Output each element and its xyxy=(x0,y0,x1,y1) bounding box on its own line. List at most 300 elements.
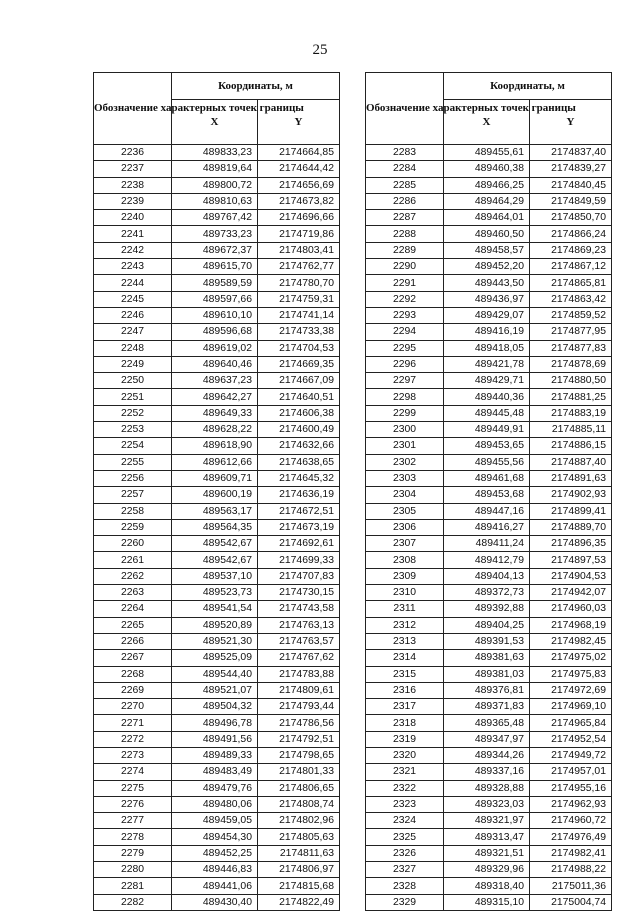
y-cell: 2174783,88 xyxy=(258,666,340,682)
y-cell: 2174640,51 xyxy=(258,389,340,405)
table-row xyxy=(94,177,340,193)
point-id-cell: 2320 xyxy=(366,747,444,763)
table-row xyxy=(366,633,612,649)
table-row xyxy=(366,780,612,796)
point-id-cell: 2285 xyxy=(366,177,444,193)
point-id-cell: 2238 xyxy=(94,177,172,193)
table-row xyxy=(94,699,340,715)
table-row xyxy=(94,291,340,307)
header-x: X xyxy=(444,100,530,145)
table-row xyxy=(366,226,612,242)
header-y: Y xyxy=(530,100,612,145)
table-row xyxy=(94,845,340,861)
y-cell: 2174638,65 xyxy=(258,454,340,470)
x-cell: 489381,63 xyxy=(444,650,530,666)
table-row xyxy=(366,470,612,486)
point-id-cell: 2272 xyxy=(94,731,172,747)
x-cell: 489489,33 xyxy=(172,747,258,763)
point-id-cell: 2293 xyxy=(366,307,444,323)
x-cell: 489564,35 xyxy=(172,519,258,535)
table-row xyxy=(366,747,612,763)
point-id-cell: 2275 xyxy=(94,780,172,796)
point-id-cell: 2304 xyxy=(366,487,444,503)
table-row xyxy=(366,422,612,438)
y-cell: 2174673,19 xyxy=(258,519,340,535)
table-row xyxy=(366,487,612,503)
table-row xyxy=(366,845,612,861)
y-cell: 2174759,31 xyxy=(258,291,340,307)
y-cell: 2174975,02 xyxy=(530,650,612,666)
y-cell: 2174704,53 xyxy=(258,340,340,356)
table-row xyxy=(94,373,340,389)
table-row xyxy=(366,878,612,894)
x-cell: 489313,47 xyxy=(444,829,530,845)
x-cell: 489455,56 xyxy=(444,454,530,470)
y-cell: 2174866,24 xyxy=(530,226,612,242)
table-row xyxy=(366,405,612,421)
table-row xyxy=(94,601,340,617)
x-cell: 489372,73 xyxy=(444,585,530,601)
x-cell: 489452,25 xyxy=(172,845,258,861)
table-row xyxy=(94,161,340,177)
point-id-cell: 2237 xyxy=(94,161,172,177)
x-cell: 489610,10 xyxy=(172,307,258,323)
y-cell: 2174839,27 xyxy=(530,161,612,177)
y-cell: 2174806,97 xyxy=(258,862,340,878)
table-row xyxy=(366,454,612,470)
table-row xyxy=(94,307,340,323)
x-cell: 489597,66 xyxy=(172,291,258,307)
x-cell: 489480,06 xyxy=(172,796,258,812)
table-row xyxy=(94,536,340,552)
y-cell: 2174982,45 xyxy=(530,633,612,649)
x-cell: 489628,22 xyxy=(172,422,258,438)
y-cell: 2174896,35 xyxy=(530,536,612,552)
x-cell: 489464,01 xyxy=(444,210,530,226)
point-id-cell: 2271 xyxy=(94,715,172,731)
table-row xyxy=(94,356,340,372)
table-row xyxy=(366,340,612,356)
y-cell: 2174942,07 xyxy=(530,585,612,601)
y-cell: 2174865,81 xyxy=(530,275,612,291)
x-cell: 489392,88 xyxy=(444,601,530,617)
y-cell: 2174878,69 xyxy=(530,356,612,372)
point-id-cell: 2289 xyxy=(366,242,444,258)
y-cell: 2174767,62 xyxy=(258,650,340,666)
x-cell: 489819,64 xyxy=(172,161,258,177)
point-id-cell: 2295 xyxy=(366,340,444,356)
point-id-cell: 2276 xyxy=(94,796,172,812)
point-id-cell: 2290 xyxy=(366,259,444,275)
y-cell: 2174699,33 xyxy=(258,552,340,568)
x-cell: 489520,89 xyxy=(172,617,258,633)
x-cell: 489542,67 xyxy=(172,552,258,568)
x-cell: 489483,49 xyxy=(172,764,258,780)
y-cell: 2174982,41 xyxy=(530,845,612,861)
table-row xyxy=(94,454,340,470)
table-row xyxy=(366,275,612,291)
table-row xyxy=(94,747,340,763)
table-row xyxy=(366,796,612,812)
x-cell: 489365,48 xyxy=(444,715,530,731)
y-cell: 2174850,70 xyxy=(530,210,612,226)
table-body-right xyxy=(366,145,612,911)
x-cell: 489329,96 xyxy=(444,862,530,878)
y-cell: 2174962,93 xyxy=(530,796,612,812)
point-id-cell: 2274 xyxy=(94,764,172,780)
x-cell: 489542,67 xyxy=(172,536,258,552)
point-id-cell: 2268 xyxy=(94,666,172,682)
point-id-cell: 2252 xyxy=(94,405,172,421)
table-row xyxy=(94,487,340,503)
point-id-cell: 2254 xyxy=(94,438,172,454)
x-cell: 489416,27 xyxy=(444,519,530,535)
x-cell: 489642,27 xyxy=(172,389,258,405)
x-cell: 489563,17 xyxy=(172,503,258,519)
y-cell: 2174669,35 xyxy=(258,356,340,372)
point-id-cell: 2267 xyxy=(94,650,172,666)
y-cell: 2174949,72 xyxy=(530,747,612,763)
point-id-cell: 2311 xyxy=(366,601,444,617)
y-cell: 2174883,19 xyxy=(530,405,612,421)
x-cell: 489412,79 xyxy=(444,552,530,568)
y-cell: 2174644,42 xyxy=(258,161,340,177)
table-row xyxy=(94,617,340,633)
point-id-cell: 2323 xyxy=(366,796,444,812)
table-body-left xyxy=(94,145,340,911)
y-cell: 2174891,63 xyxy=(530,470,612,486)
table-row xyxy=(94,878,340,894)
y-cell: 2174972,69 xyxy=(530,682,612,698)
table-row xyxy=(94,829,340,845)
y-cell: 2174780,70 xyxy=(258,275,340,291)
table-row xyxy=(366,585,612,601)
x-cell: 489609,71 xyxy=(172,470,258,486)
x-cell: 489371,83 xyxy=(444,699,530,715)
point-id-cell: 2264 xyxy=(94,601,172,617)
point-id-cell: 2312 xyxy=(366,617,444,633)
x-cell: 489404,25 xyxy=(444,617,530,633)
x-cell: 489411,24 xyxy=(444,536,530,552)
x-cell: 489541,54 xyxy=(172,601,258,617)
x-cell: 489381,03 xyxy=(444,666,530,682)
y-cell: 2174707,83 xyxy=(258,568,340,584)
table-row xyxy=(366,193,612,209)
y-cell: 2174859,52 xyxy=(530,307,612,323)
y-cell: 2174805,63 xyxy=(258,829,340,845)
y-cell: 2174902,93 xyxy=(530,487,612,503)
point-id-cell: 2308 xyxy=(366,552,444,568)
table-row xyxy=(366,161,612,177)
x-cell: 489618,90 xyxy=(172,438,258,454)
point-id-cell: 2305 xyxy=(366,503,444,519)
point-id-cell: 2291 xyxy=(366,275,444,291)
table-row xyxy=(94,519,340,535)
y-cell: 2174889,70 xyxy=(530,519,612,535)
x-cell: 489464,29 xyxy=(444,193,530,209)
coordinates-table-right xyxy=(365,72,612,911)
x-cell: 489443,50 xyxy=(444,275,530,291)
header-point-name: Обозначение характерных точек границы xyxy=(94,73,172,145)
table-row xyxy=(94,764,340,780)
y-cell: 2174960,72 xyxy=(530,813,612,829)
table-row xyxy=(366,259,612,275)
point-id-cell: 2262 xyxy=(94,568,172,584)
point-id-cell: 2307 xyxy=(366,536,444,552)
table-row xyxy=(94,633,340,649)
point-id-cell: 2326 xyxy=(366,845,444,861)
x-cell: 489404,13 xyxy=(444,568,530,584)
x-cell: 489504,32 xyxy=(172,699,258,715)
point-id-cell: 2296 xyxy=(366,356,444,372)
y-cell: 2174952,54 xyxy=(530,731,612,747)
point-id-cell: 2286 xyxy=(366,193,444,209)
table-row xyxy=(94,862,340,878)
y-cell: 2175011,36 xyxy=(530,878,612,894)
point-id-cell: 2297 xyxy=(366,373,444,389)
y-cell: 2174763,57 xyxy=(258,633,340,649)
table-row xyxy=(94,226,340,242)
table-row xyxy=(366,242,612,258)
y-cell: 2174762,77 xyxy=(258,259,340,275)
point-id-cell: 2319 xyxy=(366,731,444,747)
point-id-cell: 2324 xyxy=(366,813,444,829)
x-cell: 489600,19 xyxy=(172,487,258,503)
y-cell: 2174802,96 xyxy=(258,813,340,829)
table-row xyxy=(366,894,612,910)
y-cell: 2174969,10 xyxy=(530,699,612,715)
table-row xyxy=(94,422,340,438)
point-id-cell: 2299 xyxy=(366,405,444,421)
table-row xyxy=(94,666,340,682)
y-cell: 2174632,66 xyxy=(258,438,340,454)
x-cell: 489449,91 xyxy=(444,422,530,438)
y-cell: 2174806,65 xyxy=(258,780,340,796)
x-cell: 489733,23 xyxy=(172,226,258,242)
x-cell: 489460,38 xyxy=(444,161,530,177)
table-row xyxy=(366,715,612,731)
table-row xyxy=(366,438,612,454)
point-id-cell: 2318 xyxy=(366,715,444,731)
x-cell: 489452,20 xyxy=(444,259,530,275)
point-id-cell: 2247 xyxy=(94,324,172,340)
x-cell: 489466,25 xyxy=(444,177,530,193)
point-id-cell: 2327 xyxy=(366,862,444,878)
x-cell: 489523,73 xyxy=(172,585,258,601)
table-row xyxy=(94,894,340,910)
y-cell: 2174741,14 xyxy=(258,307,340,323)
point-id-cell: 2251 xyxy=(94,389,172,405)
table-row xyxy=(94,324,340,340)
point-id-cell: 2249 xyxy=(94,356,172,372)
y-cell: 2174672,51 xyxy=(258,503,340,519)
y-cell: 2174798,65 xyxy=(258,747,340,763)
x-cell: 489479,76 xyxy=(172,780,258,796)
table-row xyxy=(94,796,340,812)
y-cell: 2174600,49 xyxy=(258,422,340,438)
table-row xyxy=(366,307,612,323)
point-id-cell: 2313 xyxy=(366,633,444,649)
table-row xyxy=(94,389,340,405)
y-cell: 2174733,38 xyxy=(258,324,340,340)
point-id-cell: 2244 xyxy=(94,275,172,291)
point-id-cell: 2239 xyxy=(94,193,172,209)
y-cell: 2174645,32 xyxy=(258,470,340,486)
y-cell: 2174743,58 xyxy=(258,601,340,617)
y-cell: 2174957,01 xyxy=(530,764,612,780)
x-cell: 489596,68 xyxy=(172,324,258,340)
point-id-cell: 2266 xyxy=(94,633,172,649)
point-id-cell: 2256 xyxy=(94,470,172,486)
y-cell: 2174885,11 xyxy=(530,422,612,438)
y-cell: 2174869,23 xyxy=(530,242,612,258)
point-id-cell: 2241 xyxy=(94,226,172,242)
table-row xyxy=(94,340,340,356)
y-cell: 2174880,50 xyxy=(530,373,612,389)
y-cell: 2174976,49 xyxy=(530,829,612,845)
y-cell: 2174809,61 xyxy=(258,682,340,698)
point-id-cell: 2321 xyxy=(366,764,444,780)
point-id-cell: 2303 xyxy=(366,470,444,486)
point-id-cell: 2325 xyxy=(366,829,444,845)
point-id-cell: 2240 xyxy=(94,210,172,226)
table-row xyxy=(94,438,340,454)
y-cell: 2174955,16 xyxy=(530,780,612,796)
table-row xyxy=(366,291,612,307)
header-y: Y xyxy=(258,100,340,145)
y-cell: 2174808,74 xyxy=(258,796,340,812)
y-cell: 2174867,12 xyxy=(530,259,612,275)
x-cell: 489454,30 xyxy=(172,829,258,845)
table-row xyxy=(94,568,340,584)
point-id-cell: 2294 xyxy=(366,324,444,340)
point-id-cell: 2261 xyxy=(94,552,172,568)
x-cell: 489637,23 xyxy=(172,373,258,389)
point-id-cell: 2298 xyxy=(366,389,444,405)
table-row xyxy=(94,585,340,601)
point-id-cell: 2309 xyxy=(366,568,444,584)
point-id-cell: 2329 xyxy=(366,894,444,910)
point-id-cell: 2322 xyxy=(366,780,444,796)
table-row xyxy=(366,568,612,584)
header-point-name: Обозначение характерных точек границы xyxy=(366,73,444,145)
x-cell: 489453,68 xyxy=(444,487,530,503)
table-row xyxy=(366,552,612,568)
x-cell: 489347,97 xyxy=(444,731,530,747)
table-row xyxy=(94,275,340,291)
table-row xyxy=(366,682,612,698)
x-cell: 489421,78 xyxy=(444,356,530,372)
table-row xyxy=(94,715,340,731)
point-id-cell: 2288 xyxy=(366,226,444,242)
y-cell: 2174664,85 xyxy=(258,145,340,161)
table-row xyxy=(366,503,612,519)
x-cell: 489800,72 xyxy=(172,177,258,193)
y-cell: 2174803,41 xyxy=(258,242,340,258)
y-cell: 2174968,19 xyxy=(530,617,612,633)
y-cell: 2174786,56 xyxy=(258,715,340,731)
x-cell: 489619,02 xyxy=(172,340,258,356)
point-id-cell: 2258 xyxy=(94,503,172,519)
table-row xyxy=(366,145,612,161)
x-cell: 489521,30 xyxy=(172,633,258,649)
table-row xyxy=(366,356,612,372)
y-cell: 2174656,69 xyxy=(258,177,340,193)
point-id-cell: 2250 xyxy=(94,373,172,389)
y-cell: 2174897,53 xyxy=(530,552,612,568)
x-cell: 489461,68 xyxy=(444,470,530,486)
table-row xyxy=(366,601,612,617)
x-cell: 489318,40 xyxy=(444,878,530,894)
x-cell: 489672,37 xyxy=(172,242,258,258)
page-number: 25 xyxy=(312,42,328,58)
point-id-cell: 2317 xyxy=(366,699,444,715)
point-id-cell: 2236 xyxy=(94,145,172,161)
table-row xyxy=(366,666,612,682)
y-cell: 2174667,09 xyxy=(258,373,340,389)
point-id-cell: 2302 xyxy=(366,454,444,470)
point-id-cell: 2253 xyxy=(94,422,172,438)
y-cell: 2174975,83 xyxy=(530,666,612,682)
header-coordinates: Координаты, м xyxy=(444,73,612,100)
table-row xyxy=(94,731,340,747)
table-row xyxy=(366,764,612,780)
y-cell: 2174887,40 xyxy=(530,454,612,470)
x-cell: 489430,40 xyxy=(172,894,258,910)
y-cell: 2174692,61 xyxy=(258,536,340,552)
y-cell: 2174763,13 xyxy=(258,617,340,633)
point-id-cell: 2255 xyxy=(94,454,172,470)
x-cell: 489537,10 xyxy=(172,568,258,584)
y-cell: 2174636,19 xyxy=(258,487,340,503)
y-cell: 2174801,33 xyxy=(258,764,340,780)
table-row xyxy=(94,552,340,568)
table-row xyxy=(94,405,340,421)
table-row xyxy=(366,389,612,405)
table-row xyxy=(94,259,340,275)
x-cell: 489589,59 xyxy=(172,275,258,291)
y-cell: 2174849,59 xyxy=(530,193,612,209)
point-id-cell: 2260 xyxy=(94,536,172,552)
y-cell: 2174886,15 xyxy=(530,438,612,454)
y-cell: 2174793,44 xyxy=(258,699,340,715)
point-id-cell: 2300 xyxy=(366,422,444,438)
point-id-cell: 2257 xyxy=(94,487,172,503)
table-row xyxy=(366,813,612,829)
point-id-cell: 2270 xyxy=(94,699,172,715)
x-cell: 489328,88 xyxy=(444,780,530,796)
y-cell: 2175004,74 xyxy=(530,894,612,910)
x-cell: 489810,63 xyxy=(172,193,258,209)
x-cell: 489521,07 xyxy=(172,682,258,698)
point-id-cell: 2283 xyxy=(366,145,444,161)
point-id-cell: 2287 xyxy=(366,210,444,226)
x-cell: 489321,51 xyxy=(444,845,530,861)
x-cell: 489429,07 xyxy=(444,307,530,323)
y-cell: 2174719,86 xyxy=(258,226,340,242)
point-id-cell: 2245 xyxy=(94,291,172,307)
table-row xyxy=(94,242,340,258)
y-cell: 2174899,41 xyxy=(530,503,612,519)
y-cell: 2174877,83 xyxy=(530,340,612,356)
point-id-cell: 2328 xyxy=(366,878,444,894)
table-row xyxy=(366,829,612,845)
y-cell: 2174730,15 xyxy=(258,585,340,601)
x-cell: 489453,65 xyxy=(444,438,530,454)
x-cell: 489429,71 xyxy=(444,373,530,389)
x-cell: 489615,70 xyxy=(172,259,258,275)
table-row xyxy=(94,210,340,226)
